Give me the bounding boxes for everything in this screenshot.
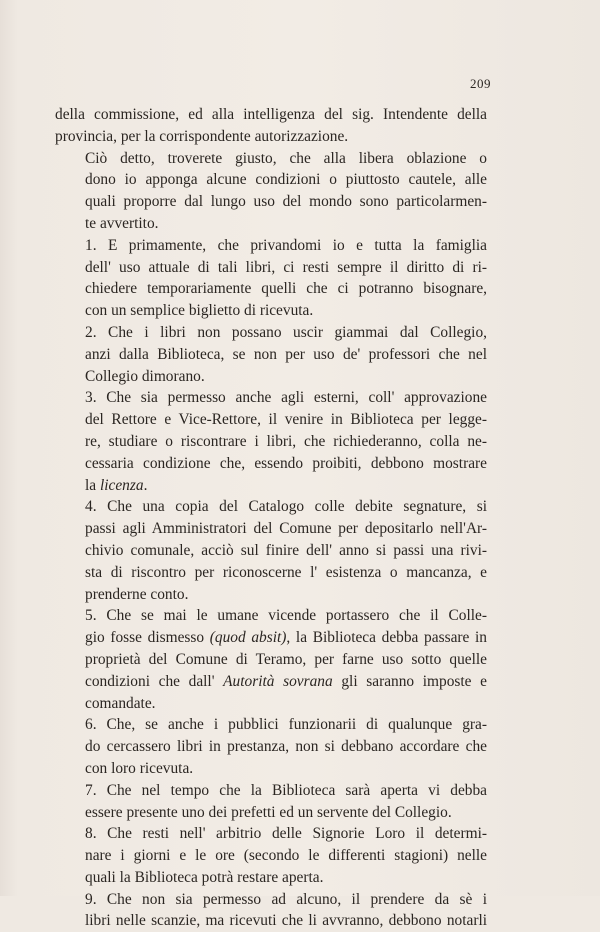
text-line: do cercassero libri in prestanza, non si debbano accordare che [85, 738, 487, 756]
text-line: quali la Biblioteca potrà restare aperta. [85, 868, 324, 886]
text-line: Ciò detto, troverete giusto, che alla libera oblazione o [85, 149, 487, 167]
text-line: anzi dalla Biblioteca, se non per uso de' professori che nel [85, 345, 487, 363]
paragraph [55, 889, 487, 932]
text-line: 8. Che resti nell' arbitrio delle Signorie Loro il determi- [85, 825, 487, 843]
text-line: re, studiare o riscontrare i libri, che richiederanno, colla ne- [85, 432, 487, 450]
text-line: dell' uso attuale di tali libri, ci resti sempre il diritto di ri- [85, 258, 487, 276]
text-line: Collegio dimorano. [85, 367, 205, 385]
text-line: 6. Che, se anche i pubblici funzionarii di qualunque gra- [85, 716, 487, 734]
text-line: 5. Che se mai le umane vicende portassero che il Colle- [85, 607, 487, 625]
text-line: dono io apponga alcune condizioni o piuttosto cautele, alle [85, 171, 487, 189]
text-line: libri nelle scanzie, ma ricevuti che li avvranno, debbono notarli [85, 912, 487, 930]
paragraph [55, 235, 487, 322]
paragraph [55, 148, 487, 235]
text-line: nare i giorni e le ore (secondo le differenti stagioni) nelle [85, 847, 487, 865]
text-line: la licenza. [85, 476, 148, 494]
body-text [55, 104, 487, 932]
paragraph [55, 322, 487, 387]
text-line: cessaria condizione che, essendo proibiti, debbono mostrare [85, 454, 487, 472]
paragraph [55, 780, 487, 824]
text-line: proprietà del Comune di Teramo, per farne uso sotto quelle [85, 650, 487, 668]
text-line: 1. E primamente, che privandomi io e tutta la famiglia [85, 236, 487, 254]
text-line: 4. Che una copia del Catalogo colle debite segnature, si [85, 498, 487, 516]
text-line: 7. Che nel tempo che la Biblioteca sarà aperta vi debba [85, 781, 487, 799]
text-line: gio fosse dismesso (quod absit), la Biblioteca debba passare in [85, 629, 487, 647]
paragraph [55, 104, 487, 148]
text-line: te avvertito. [85, 214, 159, 232]
text-line: con loro ricevuta. [85, 759, 194, 777]
text-line: chivio comunale, acciò sul finire dell' anno si passi una rivi- [85, 541, 487, 559]
paragraph [55, 605, 487, 714]
text-line: sta di riscontro per riconoscerne l' esistenza o mancanza, e [85, 563, 487, 581]
text-line: comandate. [85, 694, 156, 712]
paragraph [55, 496, 487, 605]
text-line: chiedere temporariamente quelli che ci potranno bisognare, [85, 280, 487, 298]
text-line: prenderne conto. [85, 585, 189, 603]
text-line: 9. Che non sia permesso ad alcuno, il prendere da sè i [85, 890, 487, 908]
text-line: della commissione, ed alla intelligenza del sig. Intendente della [55, 106, 487, 123]
text-line: 3. Che sia permesso anche agli esterni, coll' approvazione [85, 389, 487, 407]
text-line: del Rettore e Vice-Rettore, il venire in Biblioteca per legge- [85, 411, 487, 429]
text-line: quali proporre dal lungo uso del mondo sono particolarmen- [85, 193, 487, 211]
text-line: condizioni che dall' Autorità sovrana gli saranno imposte e [85, 672, 487, 690]
text-line: con un semplice biglietto di ricevuta. [85, 302, 314, 320]
paragraph [55, 387, 487, 496]
text-line: provincia, per la corrispondente autorizzazione. [55, 127, 349, 145]
page-number: 209 [470, 76, 491, 91]
text-line: essere presente uno dei prefetti ed un servente del Collegio. [85, 803, 452, 821]
text-line: 2. Che i libri non possano uscir giammai dal Collegio, [85, 323, 487, 341]
paragraph [55, 714, 487, 779]
text-line: passi agli Amministratori del Comune per depositarlo nell'Ar- [85, 520, 487, 538]
paragraph [55, 823, 487, 888]
